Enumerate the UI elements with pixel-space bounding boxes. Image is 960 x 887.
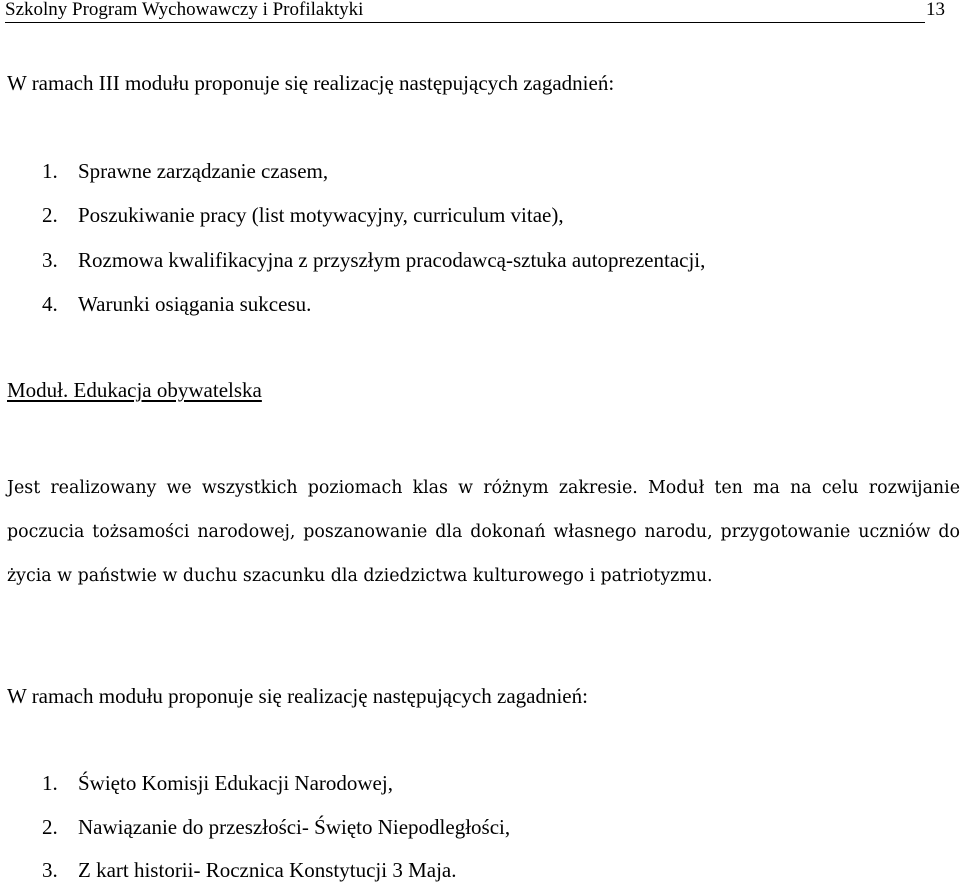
page-header: [5, 0, 945, 23]
list-item: [42, 203, 564, 227]
list-item: [42, 292, 311, 316]
list-item-number: 1.: [42, 771, 58, 795]
list-item-number: 2.: [42, 815, 58, 839]
list-item-text: Nawiązanie do przeszłości- Święto Niepodległości,: [78, 815, 511, 839]
list-item-text: Poszukiwanie pracy (list motywacyjny, curriculum vitae),: [78, 203, 564, 227]
list-item-text: Rozmowa kwalifikacyjna z przyszłym pracodawcą-sztuka autoprezentacji,: [78, 248, 706, 272]
list-item: [42, 248, 705, 272]
list-item-number: 4.: [42, 292, 58, 316]
list-item-number: 3.: [42, 248, 58, 272]
list-item-text: Święto Komisji Edukacji Narodowej,: [78, 771, 393, 795]
list-item: [42, 159, 328, 183]
section-intro: W ramach III modułu proponuje się realizację następujących zagadnień:: [7, 71, 615, 95]
list-item-number: 2.: [42, 203, 58, 227]
module-intro: W ramach modułu proponuje się realizację następujących zagadnień:: [7, 684, 588, 708]
list-item: [42, 771, 393, 795]
list-item-text: Warunki osiągania sukcesu.: [78, 292, 312, 316]
page-number: 13: [926, 0, 945, 20]
module-title: Moduł. Edukacja obywatelska: [7, 378, 262, 402]
list-item-number: 1.: [42, 159, 58, 183]
list-item-text: Z kart historii- Rocznica Konstytucji 3 Maja.: [78, 858, 457, 882]
list-item-text: Sprawne zarządzanie czasem,: [78, 159, 329, 183]
list-item: [42, 858, 457, 882]
header-title: Szkolny Program Wychowawczy i Profilaktyki: [5, 0, 364, 20]
module-paragraph: Jest realizowany we wszystkich poziomach klas w różnym zakresie. Moduł ten ma na celu rozwijanie poczucia tożsamości narodowej, poszanowanie dla dokonań własnego narodu, przygotowanie uczniów do życia w państwie w duchu szacunku dla dziedzictwa kulturowego i patriotyzmu.: [7, 478, 960, 586]
list-item-number: 3.: [42, 858, 58, 882]
list-item: [42, 815, 510, 839]
